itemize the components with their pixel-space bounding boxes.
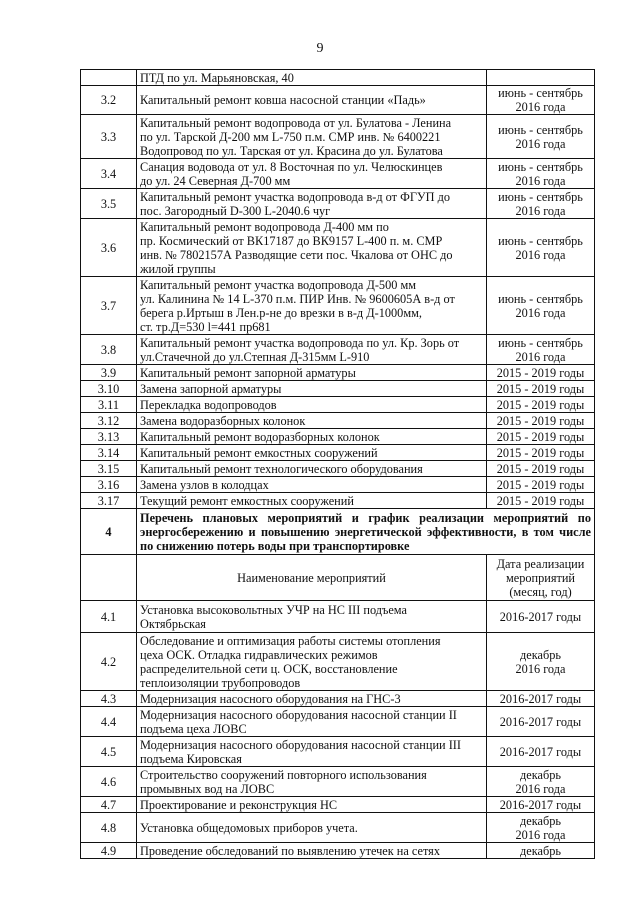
implementation-date: 2015 - 2019 годы — [487, 445, 595, 461]
measure-description: Установка высоковольтных УЧР на НС III подъема Октябрьская — [137, 601, 487, 633]
table-row — [81, 477, 595, 493]
column-header-date: Дата реализации мероприятий (месяц, год) — [487, 555, 595, 601]
table-row — [81, 381, 595, 397]
measure-description: Замена водоразборных колонок — [137, 413, 487, 429]
measure-description: Проектирование и реконструкция НС — [137, 797, 487, 813]
measure-description: Санация водовода от ул. 8 Восточная по ул. Челюскинцев до ул. 24 Северная Д-700 мм — [137, 159, 487, 189]
column-header-row — [81, 555, 595, 601]
table-row — [81, 737, 595, 767]
implementation-date: 2016-2017 годы — [487, 737, 595, 767]
measure-description: Обследование и оптимизация работы системы отопления цеха ОСК. Отладка гидравлических режимов распределительной сети ц. ОСК, восстановление теплоизоляции трубопроводов — [137, 633, 487, 691]
row-number: 4.6 — [81, 767, 137, 797]
row-number — [81, 555, 137, 601]
measure-description: Капитальный ремонт запорной арматуры — [137, 365, 487, 381]
table-row — [81, 691, 595, 707]
implementation-date: 2015 - 2019 годы — [487, 429, 595, 445]
measure-description: Капитальный ремонт технологического оборудования — [137, 461, 487, 477]
table-row — [81, 493, 595, 509]
measure-description: Капитальный ремонт водопровода Д-400 мм по пр. Космический от ВК17187 до ВК9157 L-400 п. м. СМР инв. № 7802157А Разводящие сети пос. Чкалова от ОНС до жилой группы — [137, 219, 487, 277]
row-number: 4.5 — [81, 737, 137, 767]
implementation-date: июнь - сентябрь 2016 года — [487, 159, 595, 189]
implementation-date: 2015 - 2019 годы — [487, 493, 595, 509]
table-row — [81, 159, 595, 189]
measure-description: Перекладка водопроводов — [137, 397, 487, 413]
row-number: 3.6 — [81, 219, 137, 277]
implementation-date: 2015 - 2019 годы — [487, 381, 595, 397]
row-number: 4.4 — [81, 707, 137, 737]
measure-description: Замена запорной арматуры — [137, 381, 487, 397]
section-heading-row — [81, 509, 595, 555]
implementation-date: 2016-2017 годы — [487, 601, 595, 633]
table-row — [81, 70, 595, 86]
table-row — [81, 707, 595, 737]
row-number: 3.14 — [81, 445, 137, 461]
row-number: 3.5 — [81, 189, 137, 219]
measure-description: Модернизация насосного оборудования на ГНС-3 — [137, 691, 487, 707]
table-row — [81, 429, 595, 445]
row-number: 3.12 — [81, 413, 137, 429]
row-number: 3.17 — [81, 493, 137, 509]
implementation-date: июнь - сентябрь 2016 года — [487, 219, 595, 277]
implementation-date: 2016-2017 годы — [487, 797, 595, 813]
implementation-date: июнь - сентябрь 2016 года — [487, 335, 595, 365]
row-number: 4.8 — [81, 813, 137, 843]
row-number: 3.2 — [81, 86, 137, 115]
measure-description: Проведение обследований по выявлению утечек на сетях — [137, 843, 487, 859]
measure-description: ПТД по ул. Марьяновская, 40 — [137, 70, 487, 86]
table-row — [81, 189, 595, 219]
measure-description: Текущий ремонт емкостных сооружений — [137, 493, 487, 509]
table-row — [81, 445, 595, 461]
measure-description: Капитальный ремонт емкостных сооружений — [137, 445, 487, 461]
implementation-date: 2015 - 2019 годы — [487, 461, 595, 477]
measure-description: Модернизация насосного оборудования насосной станции II подъема цеха ЛОВС — [137, 707, 487, 737]
implementation-date: 2015 - 2019 годы — [487, 365, 595, 381]
row-number: 4.9 — [81, 843, 137, 859]
implementation-date: июнь - сентябрь 2016 года — [487, 277, 595, 335]
measure-description: Капитальный ремонт водоразборных колонок — [137, 429, 487, 445]
section-number: 4 — [81, 509, 137, 555]
measure-description: Капитальный ремонт участка водопровода Д-500 мм ул. Калинина № 14 L-370 п.м. ПИР Инв. № 9600605А в-д от берега р.Иртыш в Лен.р-не до врезки в в-д Д-1000мм, ст. тр.Д=530 l=441 пр681 — [137, 277, 487, 335]
implementation-date: июнь - сентябрь 2016 года — [487, 189, 595, 219]
row-number: 3.4 — [81, 159, 137, 189]
row-number: 3.8 — [81, 335, 137, 365]
implementation-date: 2016-2017 годы — [487, 707, 595, 737]
implementation-date: 2015 - 2019 годы — [487, 477, 595, 493]
row-number: 3.9 — [81, 365, 137, 381]
implementation-date: декабрь 2016 года — [487, 633, 595, 691]
row-number: 3.13 — [81, 429, 137, 445]
implementation-date: июнь - сентябрь 2016 года — [487, 86, 595, 115]
measure-description: Строительство сооружений повторного использования промывных вод на ЛОВС — [137, 767, 487, 797]
measure-description: Установка общедомовых приборов учета. — [137, 813, 487, 843]
table-row — [81, 413, 595, 429]
table-row — [81, 219, 595, 277]
implementation-date: декабрь 2016 года — [487, 813, 595, 843]
implementation-date — [487, 70, 595, 86]
table-row — [81, 115, 595, 159]
table-row — [81, 277, 595, 335]
measure-description: Капитальный ремонт участка водопровода по ул. Кр. Зорь от ул.Стачечной до ул.Степная Д-315мм L-910 — [137, 335, 487, 365]
row-number: 3.15 — [81, 461, 137, 477]
implementation-date: декабрь 2016 года — [487, 767, 595, 797]
row-number: 3.3 — [81, 115, 137, 159]
table-row — [81, 397, 595, 413]
measure-description: Капитальный ремонт водопровода от ул. Булатова - Ленина по ул. Тарской Д-200 мм L-750 п.м. СМР инв. № 6400221 Водопровод по ул. Тарская от ул. Красина до ул. Булатова — [137, 115, 487, 159]
implementation-date: 2016-2017 годы — [487, 691, 595, 707]
table-row — [81, 633, 595, 691]
measure-description: Модернизация насосного оборудования насосной станции III подъема Кировская — [137, 737, 487, 767]
row-number: 4.2 — [81, 633, 137, 691]
implementation-date: декабрь — [487, 843, 595, 859]
table-row — [81, 797, 595, 813]
row-number: 4.1 — [81, 601, 137, 633]
table-row — [81, 335, 595, 365]
measure-description: Капитальный ремонт ковша насосной станции «Падь» — [137, 86, 487, 115]
implementation-date: 2015 - 2019 годы — [487, 397, 595, 413]
table-row — [81, 601, 595, 633]
implementation-date: 2015 - 2019 годы — [487, 413, 595, 429]
column-header-name: Наименование мероприятий — [137, 555, 487, 601]
table-row — [81, 767, 595, 797]
table-row — [81, 843, 595, 859]
measures-table — [80, 69, 595, 859]
page-number: 9 — [316, 41, 324, 56]
row-number: 3.16 — [81, 477, 137, 493]
row-number — [81, 70, 137, 86]
row-number: 3.10 — [81, 381, 137, 397]
row-number: 4.7 — [81, 797, 137, 813]
table-row — [81, 813, 595, 843]
measure-description: Капитальный ремонт участка водопровода в-д от ФГУП до пос. Загородный D-300 L-2040.6 чуг — [137, 189, 487, 219]
measure-description: Замена узлов в колодцах — [137, 477, 487, 493]
implementation-date: июнь - сентябрь 2016 года — [487, 115, 595, 159]
section-title: Перечень плановых мероприятий и график реализации мероприятий по энергосбережению и повышению энергетической эффективности, в том числе по снижению потерь воды при транспортировке — [137, 509, 595, 555]
table-row — [81, 86, 595, 115]
row-number: 3.11 — [81, 397, 137, 413]
table-row — [81, 461, 595, 477]
table-row — [81, 365, 595, 381]
row-number: 4.3 — [81, 691, 137, 707]
row-number: 3.7 — [81, 277, 137, 335]
